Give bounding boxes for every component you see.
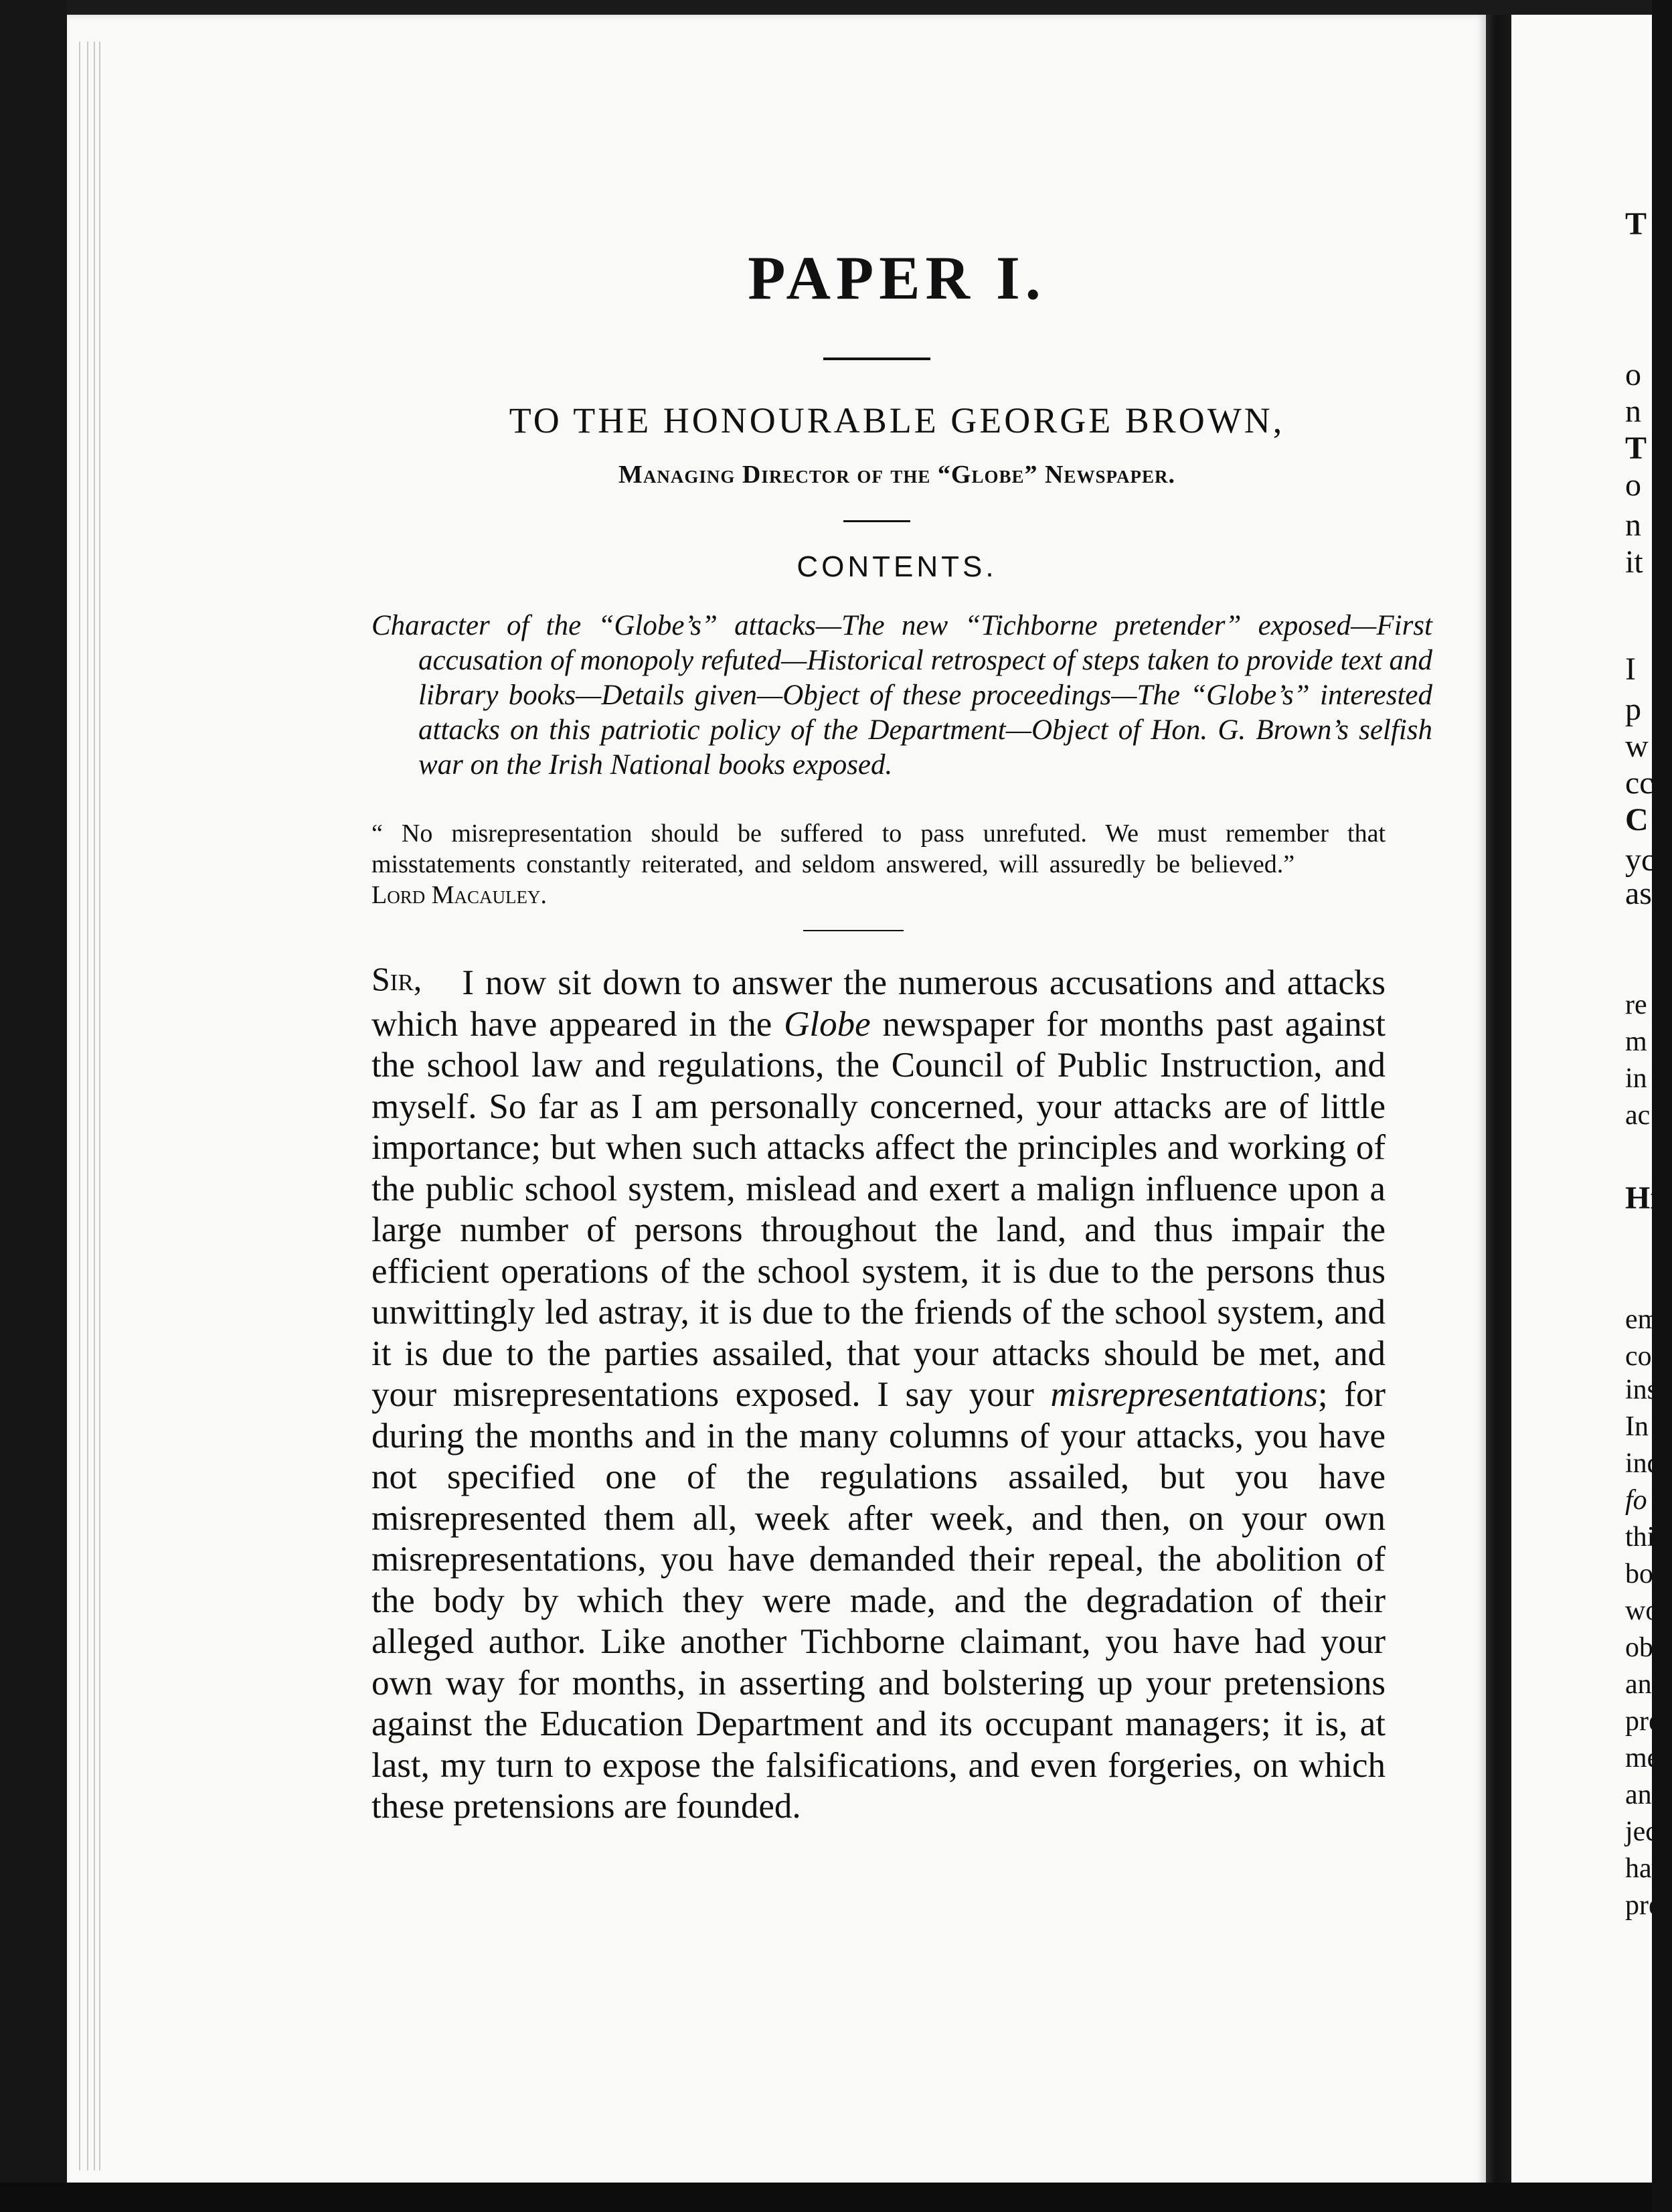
right-page-line-fragment: T [1625, 430, 1647, 466]
body-text-part: newspaper for months past against the school law and regulations, the Council of Public Instruction, and myself. So far as I am personally concerned, your attacks are of little importance; but when such attacks affect the principles and working of the public school system, mislead and exert a malign influence upon a large number of persons throughout the land, and thus impair the efficient operations of the school system, it is due to the persons thus unwittingly led astray, it is due to the friends of the school system, and it is due to the parties assailed, that your attacks should be met, and your misrepresentations exposed. I say your [371, 1004, 1386, 1414]
title-rule [823, 358, 930, 360]
right-page-line-fragment: o [1625, 357, 1641, 392]
page-edge-line [99, 42, 100, 2170]
page-edge-line [94, 42, 95, 2170]
right-page-line-fragment: pre [1625, 1890, 1661, 1921]
right-page-line-fragment: ject [1625, 1816, 1666, 1847]
right-page-line-fragment: co [1625, 1341, 1652, 1372]
epigraph-quote: “ No misrepresentation should be suffered to pass unrefuted. We must remember that misstatements constantly reiterated, and seldom answered, will assuredly be believed.” [371, 819, 1386, 878]
misrepresentations-italic: misrepresentations [1050, 1375, 1318, 1414]
addressee-line: TO THE HONOURABLE GEORGE BROWN, [509, 400, 1285, 441]
right-page-line-fragment: Hi [1625, 1180, 1659, 1216]
page-edge-line [79, 42, 80, 2170]
right-page-line-fragment: pre [1625, 1706, 1661, 1737]
globe-italic: Globe [784, 1004, 871, 1044]
addressee-subtitle: Managing Director of the “Globe” Newspaper. [618, 461, 1175, 489]
right-page-line-fragment: ac [1625, 1100, 1651, 1131]
right-page-line-fragment: n [1625, 394, 1641, 429]
right-page-line-fragment: re [1625, 990, 1647, 1020]
right-page-line-fragment: In [1625, 1411, 1649, 1442]
right-page-line-fragment: in [1625, 1063, 1647, 1094]
right-page-line-fragment: C [1625, 802, 1649, 838]
contents-heading: CONTENTS. [797, 550, 997, 583]
right-page-line-fragment: and [1625, 1780, 1666, 1810]
right-page-line-fragment: inq [1625, 1448, 1661, 1479]
page-edge-line [87, 42, 88, 2170]
right-page-line-fragment: w [1625, 728, 1649, 764]
right-page-line-fragment: em [1625, 1304, 1660, 1335]
right-page-line-fragment: obj [1625, 1632, 1661, 1663]
right-page-line-fragment: fo [1625, 1485, 1647, 1516]
right-page-line-fragment: p [1625, 692, 1641, 727]
right-page-line-fragment: I [1625, 651, 1636, 687]
right-page-line-fragment: mea [1625, 1743, 1672, 1773]
right-page-line-fragment: n [1625, 507, 1641, 543]
right-page-line-fragment: it [1625, 544, 1643, 580]
scan-bottom-edge [0, 2183, 1652, 2212]
right-page-line-fragment: yc [1625, 842, 1656, 878]
epigraph [371, 818, 1386, 911]
letter-body [371, 959, 1386, 1828]
right-page-line-fragment: wo [1625, 1595, 1660, 1626]
right-page-line-fragment: thi [1625, 1522, 1655, 1553]
scan-left-edge [0, 0, 67, 2212]
body-text-part: I now sit down to answer the numerous accusations and attacks which have appeared in the [371, 963, 1386, 1044]
right-page-line-fragment: hav [1625, 1853, 1666, 1884]
book-gutter [1486, 15, 1511, 2187]
right-page-fragment [1511, 15, 1672, 2187]
subtitle-rule [843, 520, 910, 522]
right-page-line-fragment: bo [1625, 1559, 1653, 1589]
right-page-line-fragment: and [1625, 1669, 1666, 1700]
epigraph-attribution: Lord Macauley. [371, 881, 547, 909]
epigraph-rule [803, 930, 904, 931]
right-page-line-fragment: o [1625, 467, 1641, 503]
right-page-line-fragment: cc [1625, 765, 1654, 801]
left-page [67, 15, 1486, 2187]
salutation: Sir, [371, 960, 422, 998]
right-page-line-fragment: as [1625, 876, 1652, 911]
paper-title: PAPER I. [748, 244, 1046, 312]
contents-summary: Character of the “Globe’s” attacks—The new “Tichborne pretender” exposed—First accusation of monopoly refuted—Historical retrospect of steps taken to provide text and library books—Details given—Object of these proceedings—The “Globe’s” interested attacks on this patriotic policy of the Department—Object of Hon. G. Brown’s selfish war on the Irish National books exposed. [371, 610, 1432, 781]
right-page-line-fragment: m [1625, 1026, 1647, 1057]
right-page-line-fragment: T [1625, 206, 1647, 242]
right-page-line-fragment: ins [1625, 1374, 1659, 1405]
body-text-part: ; for during the months and in the many columns of your attacks, you have not specified one of the regulations assailed, but you have misrepresented them all, week after week, and then, on your own misrepresentations, you have demanded their repeal, the abolition of the body by which they were made, and the degradation of their alleged author. Like another Tichborne claimant, you have had your own way for months, in asserting and bolstering up your pretensions against the Education Department and its occupant managers; it is, at last, my turn to expose the falsifications, and even forgeries, on which these pretensions are founded. [371, 1375, 1386, 1826]
